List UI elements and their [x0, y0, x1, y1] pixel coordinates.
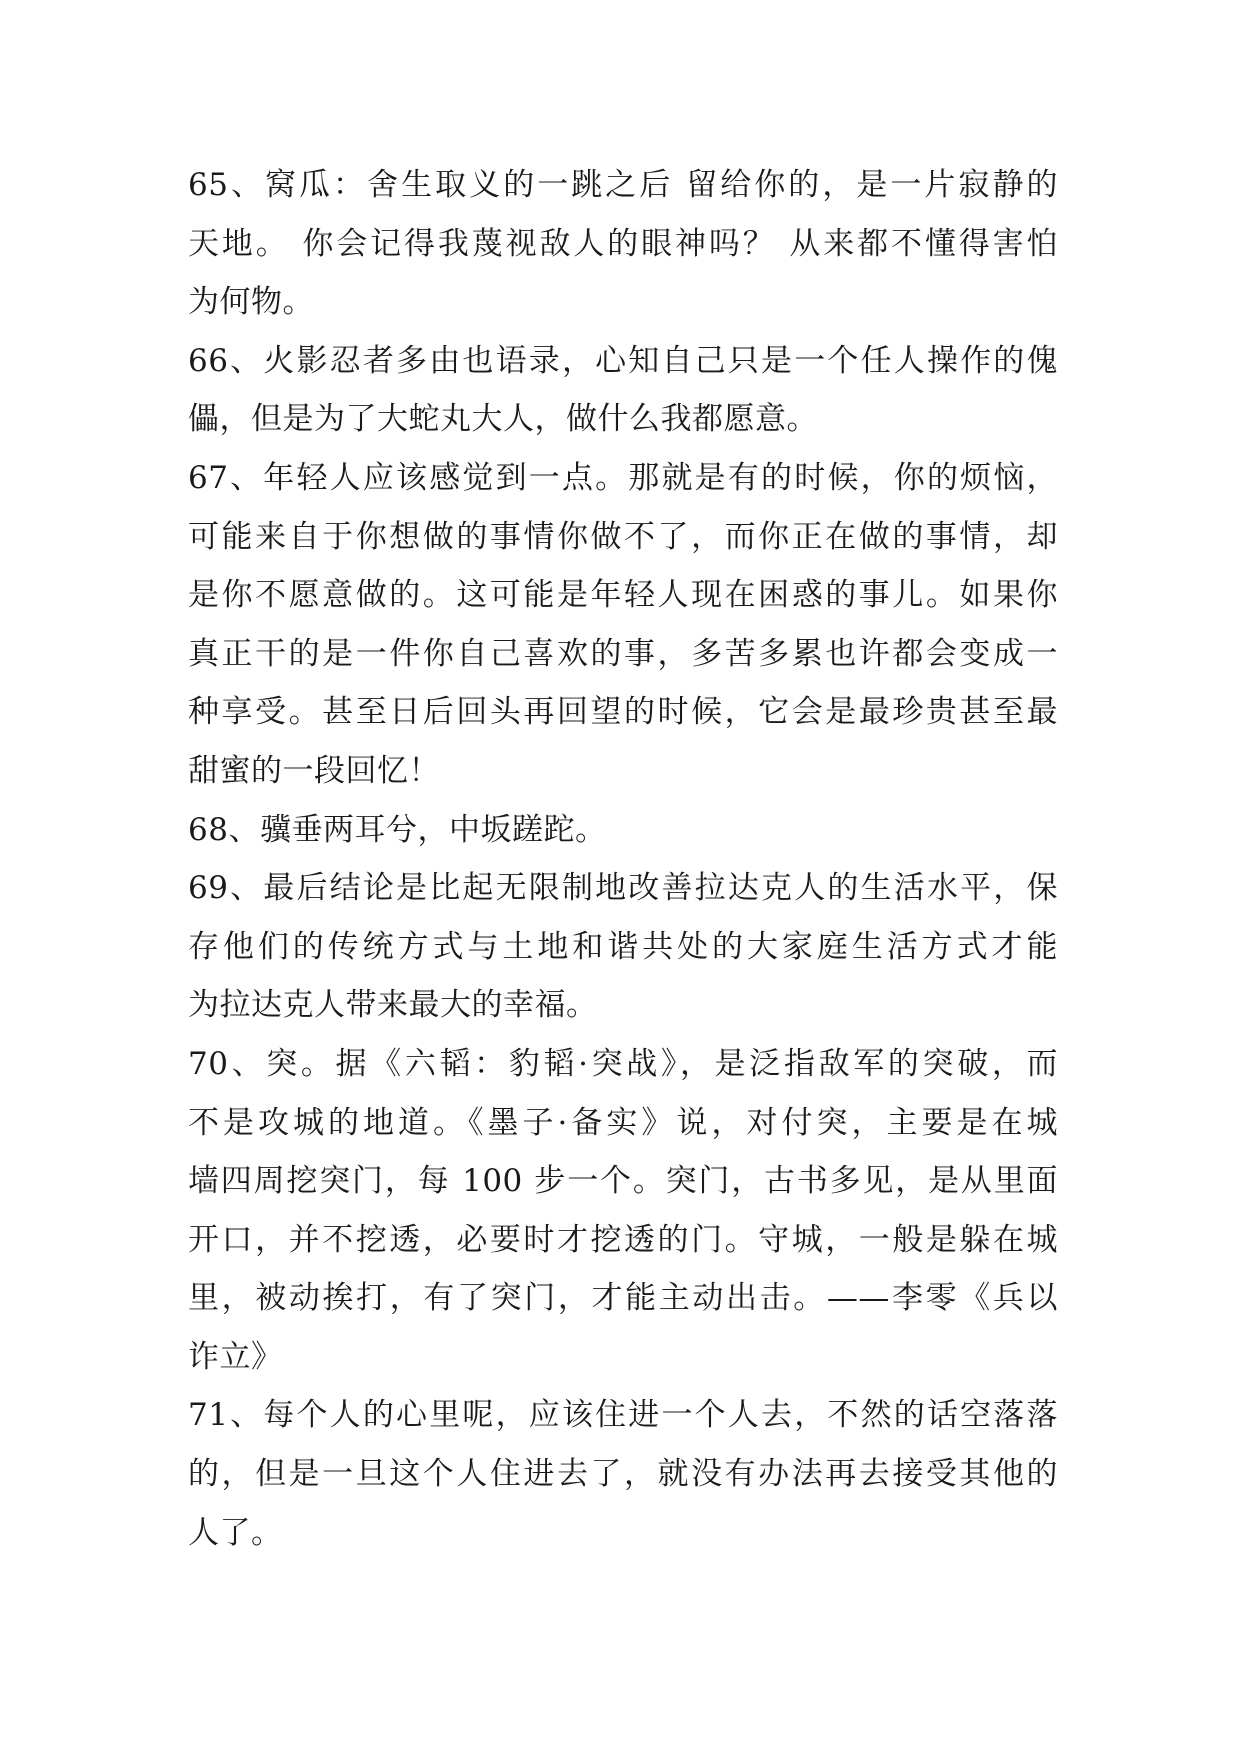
- text-line: 存他们的传统方式与土地和谐共处的大家庭生活方式才能: [188, 928, 1058, 965]
- text-line: 为拉达克人带来最大的幸福。: [188, 987, 598, 1024]
- document-body: [188, 156, 1058, 1562]
- text-line: 可能来自于你想做的事情你做不了，而你正在做的事情，却: [188, 518, 1058, 555]
- text-line: 为何物。: [188, 284, 314, 321]
- text-line: 69、最后结论是比起无限制地改善拉达克人的生活水平，保: [188, 870, 1058, 907]
- text-line: 真正干的是一件你自己喜欢的事，多苦多累也许都会变成一: [188, 635, 1058, 672]
- text-line: 甜蜜的一段回忆！: [188, 752, 440, 789]
- text-line: 开口，并不挖透，必要时才挖透的门。守城，一般是躲在城: [188, 1221, 1058, 1258]
- text-line: 71、每个人的心里呢，应该住进一个人去，不然的话空落落: [188, 1397, 1058, 1434]
- text-line: 65、窝瓜：舍生取义的一跳之后 留给你的，是一片寂静的: [188, 167, 1058, 203]
- text-line: 67、年轻人应该感觉到一点。那就是有的时候，你的烦恼，: [188, 459, 1058, 496]
- text-line: 是你不愿意做的。这可能是年轻人现在困惑的事儿。如果你: [188, 577, 1058, 614]
- text-line: 儡，但是为了大蛇丸大人，做什么我都愿意。: [188, 401, 818, 438]
- text-line: 天地。 你会记得我蔑视敌人的眼神吗？ 从来都不懂得害怕: [188, 225, 1058, 262]
- text-line: 人了。: [188, 1514, 283, 1551]
- text-line: 不是攻城的地道。《墨子·备实》说，对付突，主要是在城: [188, 1104, 1058, 1141]
- text-line: 诈立》: [188, 1338, 283, 1375]
- text-line: 墙四周挖突门，每 100 步一个。突门，古书多见，是从里面: [188, 1163, 1058, 1200]
- text-line: 66、火影忍者多由也语录，心知自己只是一个任人操作的傀: [188, 342, 1058, 379]
- text-line: 68、骥垂两耳兮，中坂蹉跎。: [188, 811, 607, 848]
- text-line: 的，但是一旦这个人住进去了，就没有办法再去接受其他的: [188, 1456, 1058, 1493]
- text-line: 70、突。据《六韬：豹韬·突战》，是泛指敌军的突破，而: [188, 1045, 1058, 1082]
- text-line: 里，被动挨打，有了突门，才能主动出击。——李零《兵以: [188, 1280, 1058, 1317]
- text-line: 种享受。甚至日后回头再回望的时候，它会是最珍贵甚至最: [188, 694, 1058, 731]
